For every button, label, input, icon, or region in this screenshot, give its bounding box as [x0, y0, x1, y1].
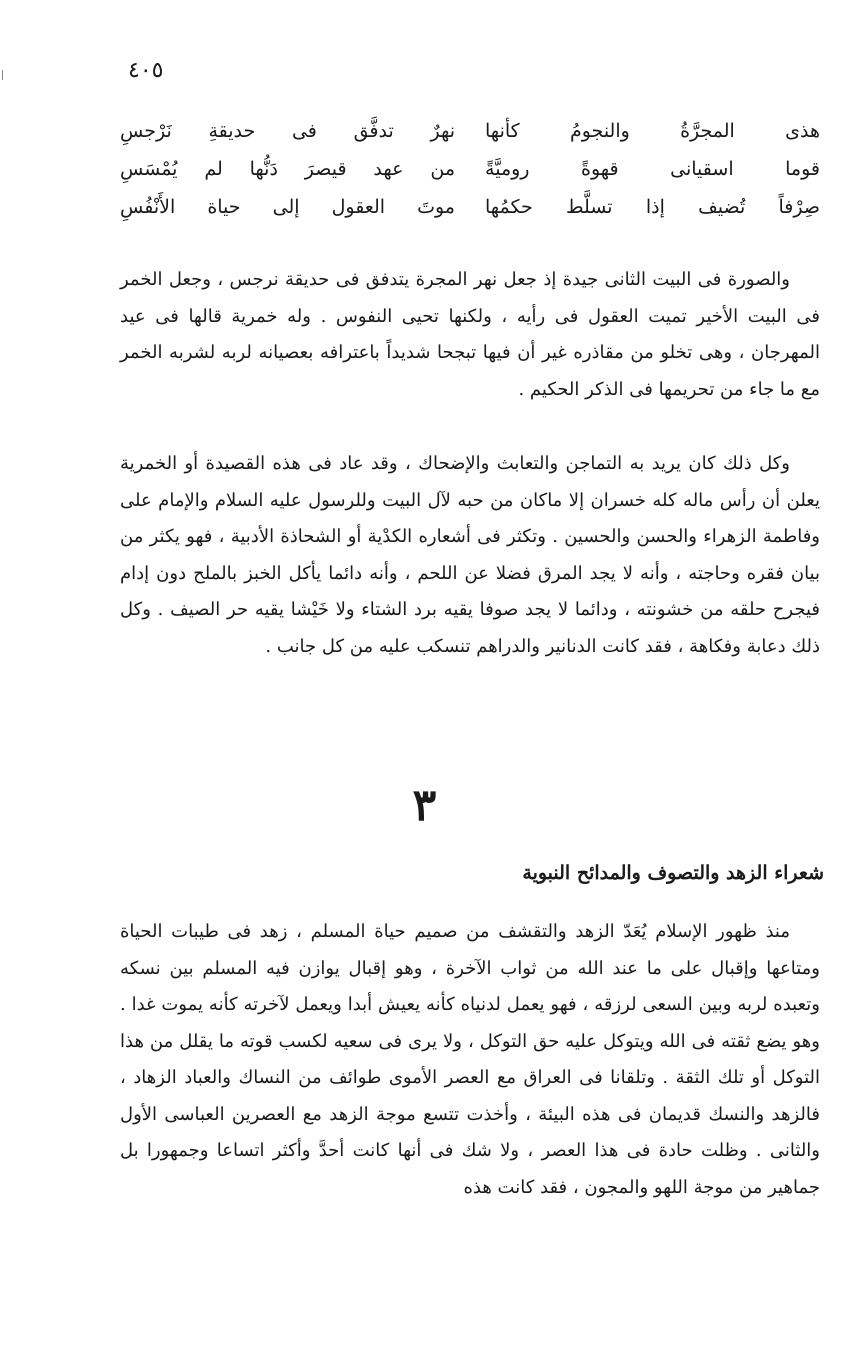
- poem-word: قوما: [785, 158, 820, 180]
- poem-word: نَرْجسِ: [120, 120, 172, 142]
- paragraph-text: والصورة فى البيت الثانى جيدة إذ جعل نهر المجرة يتدفق فى حديقة نرجس ، وجعل الخمر فى البيت الأخير تميت العقول فى رأيه ، ولكنها تحيى النفوس . وله خمرية قالها فى عيد المهرجان ، وهى تخلو من مقاذره غير أن فيها تبجحا شديداً باعترافه بعصيانه لربه لشربه الخمر مع ما جاء من تحريمها فى الذكر الحكيم .: [120, 269, 820, 400]
- poem-verse: [120, 188, 820, 226]
- poem-word: حديقةِ: [208, 120, 256, 142]
- poem-word: موتَ: [417, 196, 455, 218]
- paragraph-text: منذ ظهور الإسلام يُعَدّ الزهد والتقشف من صميم حياة المسلم ، زهد فى طيبات الحياة ومتاعها وإقبال على ما عند الله من ثواب الآخرة ، وهو إقبال يوازن فيه المسلم بين نسكه وتعبده لربه وبين السعى لرزقه ، فهو يعمل لدنياه كأنه يعيش أبدا ويعمل لآخرته كأنه يموت غدا . وهو يضع ثقته فى الله ويتوكل عليه حق التوكل ، ولا يرى فى سعيه لكسب قوته ما يقلل من هذا التوكل أو تلك الثقة . وتلقانا فى العراق مع العصر الأموى طوائف من النساك والعباد الزهاد ، فالزهد والنسك قديمان فى هذه البيئة ، وأخذت تتسع موجة الزهد مع العصرين العباسى الأول والثانى . وظلت حادة فى هذا العصر ، ولا شك فى أنها كانت أحدَّ وأكثر اتساعا وجمهورا بل جماهير من موجة اللهو والمجون ، فقد كانت هذه: [120, 921, 820, 1198]
- poem-word: يُمْسَسِ: [120, 158, 178, 180]
- poem-word: إذا: [645, 196, 665, 218]
- poem-word: تسلَّط: [566, 196, 613, 218]
- poem-word: فى: [291, 120, 317, 142]
- poem-word: حكمُها: [485, 196, 533, 218]
- margin-mark: [2, 70, 6, 80]
- poem: [120, 112, 820, 226]
- poem-word: حياة: [207, 196, 241, 218]
- poem-word: تدفَّق: [353, 120, 394, 142]
- verse-second-hemistich: [120, 196, 455, 218]
- body-paragraph: [120, 446, 820, 665]
- poem-word: لم: [204, 158, 223, 180]
- poem-word: العقول: [331, 196, 386, 218]
- poem-word: صِرْفاً: [778, 196, 820, 218]
- poem-word: والنجومُ: [569, 120, 630, 142]
- poem-word: قيصرَ: [304, 158, 347, 180]
- page-number: ٤٠٥: [128, 58, 164, 83]
- poem-word: دَنُّها: [249, 158, 278, 180]
- poem-word: روميَّةً: [485, 158, 530, 180]
- poem-word: تُضيف: [698, 196, 746, 218]
- poem-word: من: [430, 158, 455, 180]
- poem-word: قهوةً: [581, 158, 619, 180]
- section-number: ٣: [412, 780, 437, 831]
- poem-word: كأنها: [485, 120, 520, 142]
- poem-word: المجرَّةُ: [680, 120, 735, 142]
- poem-verse: [120, 112, 820, 150]
- section-heading: شعراء الزهد والتصوف والمدائح النبوية: [522, 862, 824, 884]
- poem-word: نهرٌ: [430, 120, 455, 142]
- verse-first-hemistich: [485, 158, 820, 180]
- poem-word: الأَنْفُسِ: [120, 196, 176, 218]
- verse-second-hemistich: [120, 120, 455, 142]
- poem-word: عهد: [373, 158, 404, 180]
- verse-first-hemistich: [485, 120, 820, 142]
- poem-verse: [120, 150, 820, 188]
- poem-word: هذى: [785, 120, 820, 142]
- body-paragraph: [120, 914, 820, 1206]
- poem-word: إلى: [272, 196, 300, 218]
- verse-first-hemistich: [485, 196, 820, 218]
- paragraph-text: وكل ذلك كان يريد به التماجن والتعابث والإضحاك ، وقد عاد فى هذه القصيدة أو الخمرية يعلن أن رأس ماله كله خسران إلا ماكان من حبه لآل البيت وللرسول عليه السلام والإمام على وفاطمة الزهراء والحسن والحسين . وتكثر فى أشعاره الكدْية أو الشحاذة الأدبية ، فهو يكثر من بيان فقره وحاجته ، وأنه لا يجد المرق فضلا عن اللحم ، وأنه دائما يأكل الخبز بالملح دون إدام فيجرح حلقه من خشونته ، ودائما لا يجد صوفا يقيه برد الشتاء ولا خَيْشا يقيه حر الصيف . وكل ذلك دعابة وفكاهة ، فقد كانت الدنانير والدراهم تنسكب عليه من كل جانب .: [120, 453, 820, 657]
- verse-second-hemistich: [120, 158, 455, 180]
- body-paragraph: [120, 262, 820, 408]
- poem-word: اسقيانى: [670, 158, 734, 180]
